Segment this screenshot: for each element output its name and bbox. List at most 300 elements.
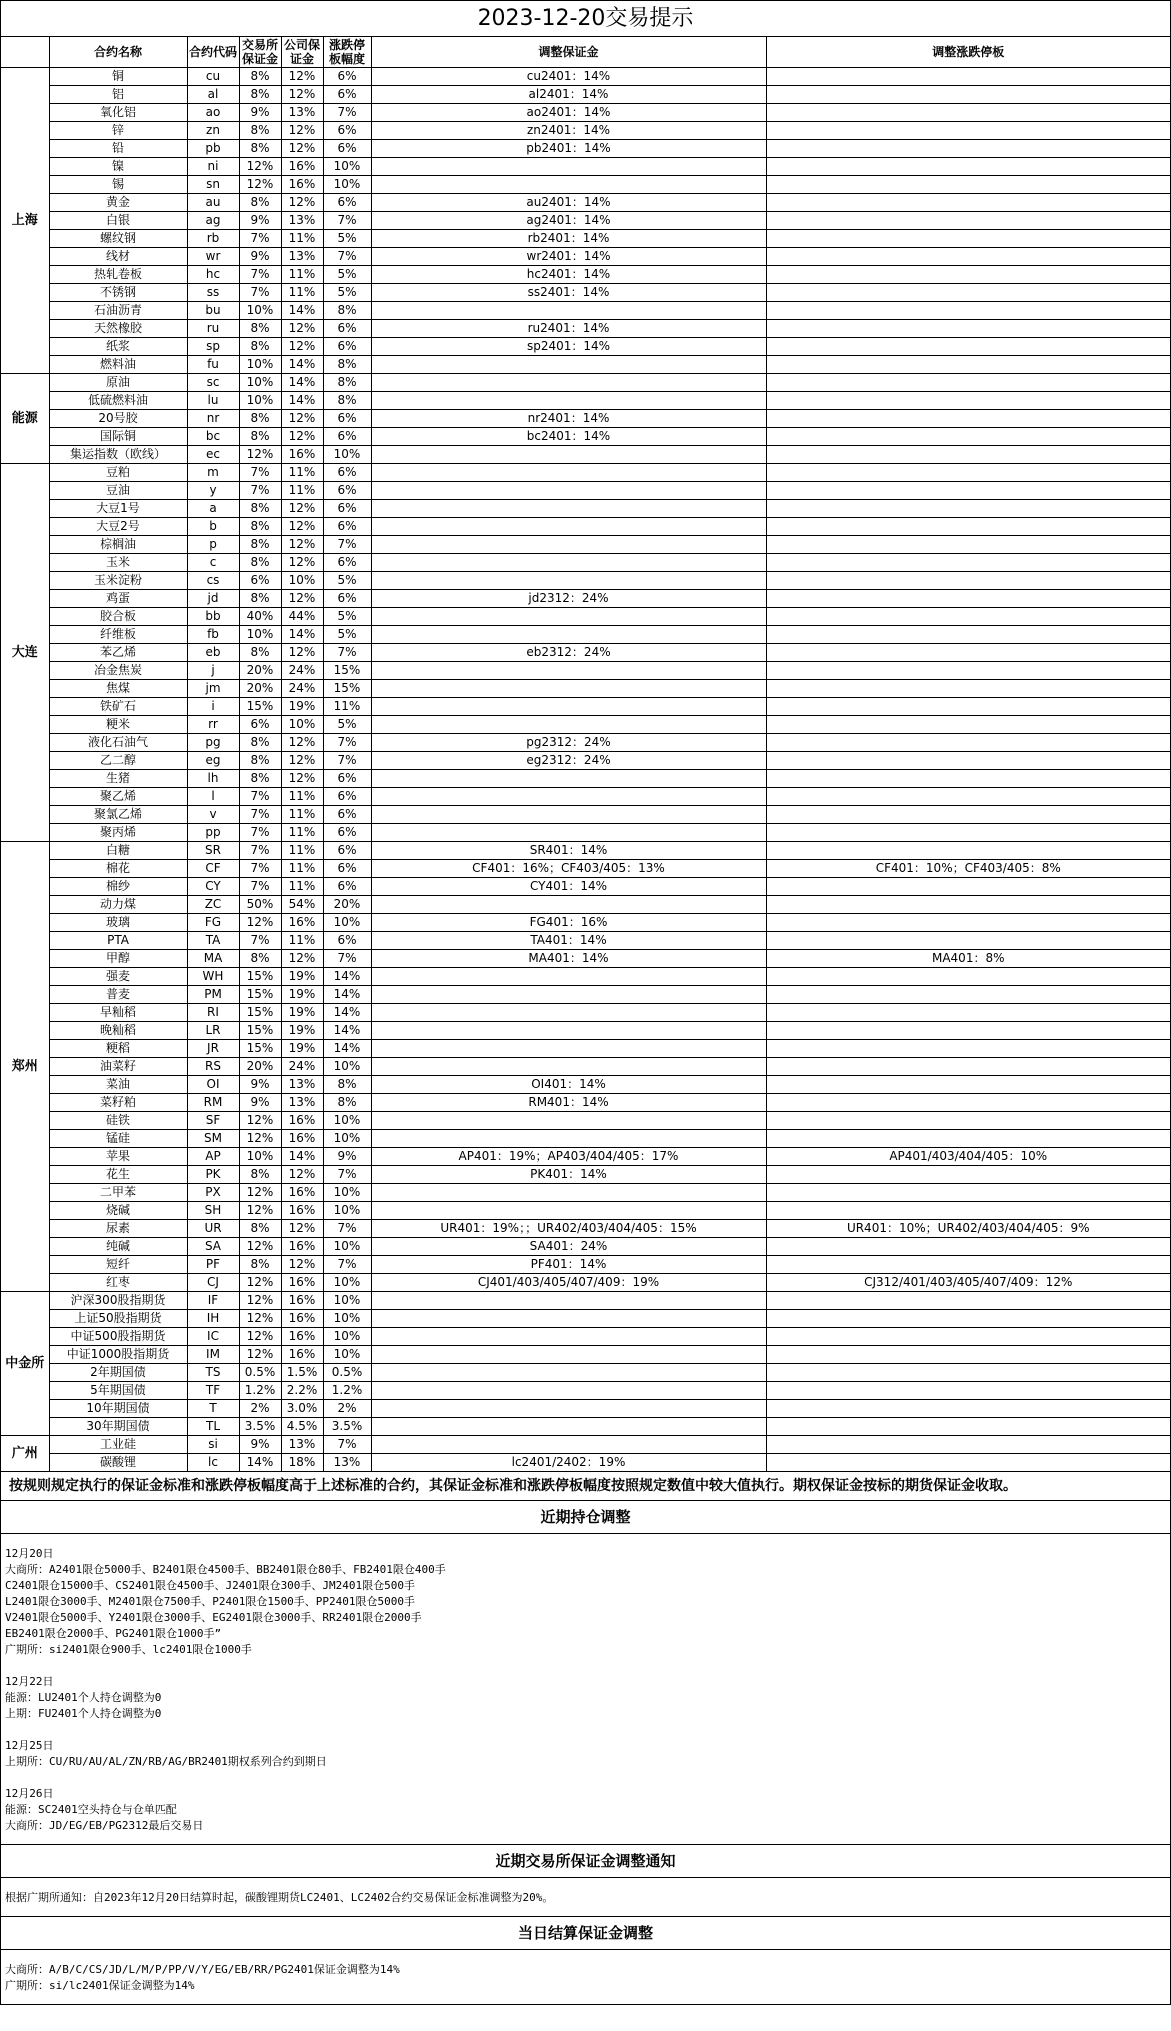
limit-range: 6%	[323, 824, 371, 842]
contract-name: 玻璃	[49, 914, 187, 932]
contract-name: 棉纱	[49, 878, 187, 896]
adjust-limit	[766, 1238, 1170, 1256]
exchange-margin: 8%	[239, 68, 281, 86]
limit-range: 10%	[323, 1184, 371, 1202]
contract-code: RS	[187, 1058, 239, 1076]
company-margin: 10%	[281, 572, 323, 590]
company-margin: 16%	[281, 1202, 323, 1220]
contract-name: 玉米淀粉	[49, 572, 187, 590]
adjust-limit: CJ312/401/403/405/407/409：12%	[766, 1274, 1170, 1292]
adjust-limit	[766, 482, 1170, 500]
contract-code: PF	[187, 1256, 239, 1274]
contract-code: LR	[187, 1022, 239, 1040]
text-line: 12月25日	[5, 1739, 54, 1752]
adjust-margin: OI401：14%	[371, 1076, 766, 1094]
exchange-margin: 10%	[239, 302, 281, 320]
adjust-limit	[766, 1004, 1170, 1022]
contract-name: 普麦	[49, 986, 187, 1004]
contract-code: T	[187, 1400, 239, 1418]
exchange-margin: 12%	[239, 446, 281, 464]
exchange-margin: 8%	[239, 1166, 281, 1184]
contract-code: ec	[187, 446, 239, 464]
limit-range: 6%	[323, 86, 371, 104]
text-line: 广期所：si2401限仓900手、lc2401限仓1000手	[5, 1643, 252, 1656]
company-margin: 14%	[281, 1148, 323, 1166]
adjust-limit	[766, 176, 1170, 194]
contract-code: SF	[187, 1112, 239, 1130]
adjust-limit	[766, 104, 1170, 122]
adjust-margin: ss2401：14%	[371, 284, 766, 302]
table-row	[1, 1274, 1170, 1292]
contract-name: 早籼稻	[49, 1004, 187, 1022]
company-margin: 12%	[281, 554, 323, 572]
exchange-margin: 20%	[239, 680, 281, 698]
table-row	[1, 1364, 1170, 1382]
table-row	[1, 338, 1170, 356]
table-row	[1, 914, 1170, 932]
adjust-margin: al2401：14%	[371, 86, 766, 104]
adjust-margin	[371, 1418, 766, 1436]
limit-range: 20%	[323, 896, 371, 914]
contract-code: bu	[187, 302, 239, 320]
company-margin: 11%	[281, 806, 323, 824]
table-row	[1, 1112, 1170, 1130]
company-margin: 14%	[281, 374, 323, 392]
table-row	[1, 626, 1170, 644]
table-row	[1, 1436, 1170, 1454]
exchange-margin: 12%	[239, 1310, 281, 1328]
contract-name: 鸡蛋	[49, 590, 187, 608]
contract-code: TA	[187, 932, 239, 950]
company-margin: 16%	[281, 1292, 323, 1310]
adjust-margin	[371, 1292, 766, 1310]
table-row	[1, 230, 1170, 248]
adjust-margin	[371, 1382, 766, 1400]
exchange-margin: 50%	[239, 896, 281, 914]
contract-code: ss	[187, 284, 239, 302]
limit-range: 10%	[323, 1130, 371, 1148]
contract-name: 5年期国债	[49, 1382, 187, 1400]
region-label: 大连	[1, 464, 49, 842]
contract-name: 短纤	[49, 1256, 187, 1274]
contract-code: IF	[187, 1292, 239, 1310]
table-row	[1, 770, 1170, 788]
company-margin: 13%	[281, 212, 323, 230]
contract-name: 豆粕	[49, 464, 187, 482]
text-line: 大商所：JD/EG/EB/PG2312最后交易日	[5, 1819, 204, 1832]
region-label: 郑州	[1, 842, 49, 1292]
exchange-margin: 9%	[239, 1436, 281, 1454]
adjust-margin: nr2401：14%	[371, 410, 766, 428]
adjust-margin	[371, 176, 766, 194]
company-margin: 12%	[281, 1220, 323, 1238]
company-margin: 12%	[281, 1256, 323, 1274]
exchange-margin: 12%	[239, 1130, 281, 1148]
limit-range: 7%	[323, 734, 371, 752]
company-margin: 12%	[281, 194, 323, 212]
table-row	[1, 482, 1170, 500]
limit-range: 14%	[323, 968, 371, 986]
limit-range: 7%	[323, 536, 371, 554]
adjust-margin	[371, 158, 766, 176]
contract-code: eg	[187, 752, 239, 770]
contract-code: sn	[187, 176, 239, 194]
contract-code: MA	[187, 950, 239, 968]
contract-code: SM	[187, 1130, 239, 1148]
contract-name: 锰硅	[49, 1130, 187, 1148]
table-row	[1, 806, 1170, 824]
limit-range: 10%	[323, 1292, 371, 1310]
contract-name: 纤维板	[49, 626, 187, 644]
table-row	[1, 1310, 1170, 1328]
company-margin: 11%	[281, 482, 323, 500]
company-margin: 14%	[281, 356, 323, 374]
contract-name: 螺纹钢	[49, 230, 187, 248]
adjust-margin	[371, 1310, 766, 1328]
contract-name: 碳酸锂	[49, 1454, 187, 1472]
exchange-margin: 8%	[239, 734, 281, 752]
limit-range: 8%	[323, 1094, 371, 1112]
table-body	[1, 68, 1170, 1472]
limit-range: 10%	[323, 158, 371, 176]
exchange-margin: 8%	[239, 86, 281, 104]
adjust-limit	[766, 392, 1170, 410]
adjust-margin: RM401：14%	[371, 1094, 766, 1112]
adjust-margin: MA401：14%	[371, 950, 766, 968]
limit-range: 10%	[323, 1058, 371, 1076]
contract-name: 苹果	[49, 1148, 187, 1166]
company-margin: 24%	[281, 1058, 323, 1076]
text-line: V2401限仓5000手、Y2401限仓3000手、EG2401限仓3000手、RR2401限仓2000手	[5, 1611, 422, 1624]
table-row	[1, 1076, 1170, 1094]
contract-name: 聚乙烯	[49, 788, 187, 806]
table-row	[1, 122, 1170, 140]
adjust-limit	[766, 500, 1170, 518]
table-row	[1, 428, 1170, 446]
adjust-limit	[766, 698, 1170, 716]
adjust-margin	[371, 1202, 766, 1220]
limit-range: 14%	[323, 1004, 371, 1022]
company-margin: 19%	[281, 986, 323, 1004]
table-row	[1, 140, 1170, 158]
adjust-limit	[766, 1418, 1170, 1436]
exchange-margin: 12%	[239, 1202, 281, 1220]
company-margin: 12%	[281, 752, 323, 770]
company-margin: 13%	[281, 1076, 323, 1094]
contract-code: ru	[187, 320, 239, 338]
exchange-margin: 15%	[239, 1022, 281, 1040]
exchange-margin: 12%	[239, 1274, 281, 1292]
adjust-limit	[766, 806, 1170, 824]
company-margin: 54%	[281, 896, 323, 914]
limit-range: 2%	[323, 1400, 371, 1418]
adjust-limit	[766, 302, 1170, 320]
contract-name: 棕榈油	[49, 536, 187, 554]
company-margin: 13%	[281, 1094, 323, 1112]
table-row	[1, 986, 1170, 1004]
exchange-margin: 7%	[239, 284, 281, 302]
adjust-limit	[766, 230, 1170, 248]
table-row	[1, 392, 1170, 410]
adjust-margin: CY401：14%	[371, 878, 766, 896]
company-margin: 16%	[281, 1112, 323, 1130]
adjust-margin	[371, 536, 766, 554]
adjust-limit	[766, 896, 1170, 914]
adjust-limit	[766, 1112, 1170, 1130]
position-title: 近期持仓调整	[1, 1501, 1170, 1534]
adjust-limit	[766, 1094, 1170, 1112]
adjust-margin: PK401：14%	[371, 1166, 766, 1184]
contract-name: 线材	[49, 248, 187, 266]
company-margin: 19%	[281, 1004, 323, 1022]
contract-code: p	[187, 536, 239, 554]
contract-name: 油菜籽	[49, 1058, 187, 1076]
company-margin: 16%	[281, 1346, 323, 1364]
adjust-margin	[371, 518, 766, 536]
text-line: 12月26日	[5, 1787, 54, 1800]
adjust-limit	[766, 536, 1170, 554]
contract-name: 镍	[49, 158, 187, 176]
company-margin: 13%	[281, 248, 323, 266]
table-row	[1, 194, 1170, 212]
limit-range: 9%	[323, 1148, 371, 1166]
limit-range: 7%	[323, 1220, 371, 1238]
limit-range: 6%	[323, 878, 371, 896]
limit-range: 3.5%	[323, 1418, 371, 1436]
adjust-limit	[766, 122, 1170, 140]
contract-code: CY	[187, 878, 239, 896]
adjust-limit	[766, 284, 1170, 302]
adjust-limit	[766, 338, 1170, 356]
contract-name: 铅	[49, 140, 187, 158]
contract-code: TF	[187, 1382, 239, 1400]
adjust-limit	[766, 266, 1170, 284]
company-margin: 12%	[281, 320, 323, 338]
limit-range: 13%	[323, 1454, 371, 1472]
limit-range: 5%	[323, 284, 371, 302]
adjust-margin	[371, 698, 766, 716]
exchange-margin: 12%	[239, 1184, 281, 1202]
rule-note: 按规则规定执行的保证金标准和涨跌停板幅度高于上述标准的合约，其保证金标准和涨跌停板幅度按照规定数值中较大值执行。期权保证金按标的期货保证金收取。	[1, 1472, 1170, 1501]
adjust-limit	[766, 680, 1170, 698]
company-margin: 11%	[281, 824, 323, 842]
exchange-margin: 10%	[239, 374, 281, 392]
contract-name: 花生	[49, 1166, 187, 1184]
text-line: 能源：LU2401个人持仓调整为0	[5, 1691, 162, 1704]
contract-name: 低硫燃料油	[49, 392, 187, 410]
exchange-margin: 15%	[239, 698, 281, 716]
company-margin: 11%	[281, 266, 323, 284]
company-margin: 11%	[281, 842, 323, 860]
contract-name: 天然橡胶	[49, 320, 187, 338]
adjust-margin	[371, 626, 766, 644]
limit-range: 7%	[323, 212, 371, 230]
contract-code: SA	[187, 1238, 239, 1256]
contract-name: 铁矿石	[49, 698, 187, 716]
exchange-margin: 12%	[239, 1292, 281, 1310]
contract-code: fb	[187, 626, 239, 644]
company-margin: 11%	[281, 878, 323, 896]
exchange-margin: 8%	[239, 122, 281, 140]
adjust-limit	[766, 212, 1170, 230]
company-margin: 19%	[281, 968, 323, 986]
adjust-limit	[766, 1310, 1170, 1328]
limit-range: 7%	[323, 248, 371, 266]
company-margin: 12%	[281, 500, 323, 518]
company-margin: 16%	[281, 914, 323, 932]
adjust-limit	[766, 1058, 1170, 1076]
settlement-body	[1, 1950, 1170, 2005]
contract-code: UR	[187, 1220, 239, 1238]
exchange-margin: 7%	[239, 806, 281, 824]
exchange-margin: 8%	[239, 428, 281, 446]
contract-code: eb	[187, 644, 239, 662]
company-margin: 12%	[281, 410, 323, 428]
adjust-limit	[766, 572, 1170, 590]
contract-name: 上证50股指期货	[49, 1310, 187, 1328]
exchange-margin: 9%	[239, 104, 281, 122]
contract-code: sp	[187, 338, 239, 356]
contract-code: TL	[187, 1418, 239, 1436]
table-row	[1, 410, 1170, 428]
contract-code: CF	[187, 860, 239, 878]
adjust-margin: cu2401：14%	[371, 68, 766, 86]
company-margin: 2.2%	[281, 1382, 323, 1400]
contract-code: PM	[187, 986, 239, 1004]
table-row	[1, 1346, 1170, 1364]
table-row	[1, 1292, 1170, 1310]
contract-name: 纸浆	[49, 338, 187, 356]
exchange-margin: 15%	[239, 968, 281, 986]
limit-range: 6%	[323, 464, 371, 482]
contract-name: 苯乙烯	[49, 644, 187, 662]
adjust-margin: eg2312：24%	[371, 752, 766, 770]
limit-range: 10%	[323, 1310, 371, 1328]
limit-range: 6%	[323, 590, 371, 608]
text-line: C2401限仓15000手、CS2401限仓4500手、J2401限仓300手、JM2401限仓500手	[5, 1579, 416, 1592]
limit-range: 7%	[323, 1166, 371, 1184]
adjust-margin: sp2401：14%	[371, 338, 766, 356]
adjust-margin	[371, 572, 766, 590]
limit-range: 5%	[323, 608, 371, 626]
contract-name: 液化石油气	[49, 734, 187, 752]
text-line: 上期：FU2401个人持仓调整为0	[5, 1707, 162, 1720]
company-margin: 1.5%	[281, 1364, 323, 1382]
exchange-margin: 20%	[239, 1058, 281, 1076]
contract-code: l	[187, 788, 239, 806]
contract-code: FG	[187, 914, 239, 932]
exchange-margin: 7%	[239, 464, 281, 482]
contract-code: PX	[187, 1184, 239, 1202]
contract-name: 大豆2号	[49, 518, 187, 536]
table-row	[1, 554, 1170, 572]
contract-code: cu	[187, 68, 239, 86]
limit-range: 8%	[323, 392, 371, 410]
exchange-margin: 9%	[239, 212, 281, 230]
contract-code: IC	[187, 1328, 239, 1346]
company-margin: 11%	[281, 464, 323, 482]
exchange-margin: 7%	[239, 824, 281, 842]
position-body	[1, 1534, 1170, 1845]
adjust-margin	[371, 1400, 766, 1418]
adjust-limit	[766, 770, 1170, 788]
adjust-limit	[766, 878, 1170, 896]
exchange-margin: 10%	[239, 626, 281, 644]
exchange-margin: 3.5%	[239, 1418, 281, 1436]
limit-range: 14%	[323, 1040, 371, 1058]
adjust-limit	[766, 716, 1170, 734]
adjust-margin	[371, 1040, 766, 1058]
adjust-limit	[766, 1022, 1170, 1040]
exchange-margin: 12%	[239, 914, 281, 932]
table-row	[1, 1220, 1170, 1238]
limit-range: 6%	[323, 500, 371, 518]
contract-name: 黄金	[49, 194, 187, 212]
contract-code: cs	[187, 572, 239, 590]
exchange-margin: 14%	[239, 1454, 281, 1472]
limit-range: 10%	[323, 1346, 371, 1364]
text-line: 12月20日	[5, 1547, 54, 1560]
adjust-limit	[766, 1184, 1170, 1202]
company-margin: 18%	[281, 1454, 323, 1472]
company-margin: 16%	[281, 1310, 323, 1328]
adjust-limit: AP401/403/404/405：10%	[766, 1148, 1170, 1166]
adjust-limit	[766, 1346, 1170, 1364]
limit-range: 7%	[323, 1436, 371, 1454]
exchange-margin: 7%	[239, 932, 281, 950]
limit-range: 6%	[323, 338, 371, 356]
contract-code: ao	[187, 104, 239, 122]
company-margin: 12%	[281, 518, 323, 536]
contract-name: PTA	[49, 932, 187, 950]
contract-name: 铜	[49, 68, 187, 86]
table-row	[1, 878, 1170, 896]
exchange-margin: 8%	[239, 644, 281, 662]
table-row	[1, 536, 1170, 554]
limit-range: 1.2%	[323, 1382, 371, 1400]
limit-range: 6%	[323, 788, 371, 806]
table-row	[1, 860, 1170, 878]
contract-name: 集运指数（欧线）	[49, 446, 187, 464]
contract-name: 燃料油	[49, 356, 187, 374]
table-row	[1, 374, 1170, 392]
exchange-margin: 8%	[239, 1256, 281, 1274]
contract-code: JR	[187, 1040, 239, 1058]
limit-range: 14%	[323, 1022, 371, 1040]
exchange-margin: 9%	[239, 248, 281, 266]
contract-code: pb	[187, 140, 239, 158]
table-row	[1, 932, 1170, 950]
adjust-margin: pg2312：24%	[371, 734, 766, 752]
contract-code: RI	[187, 1004, 239, 1022]
limit-range: 6%	[323, 842, 371, 860]
contract-name: 豆油	[49, 482, 187, 500]
adjust-limit	[766, 1130, 1170, 1148]
table-row	[1, 1166, 1170, 1184]
adjust-limit	[766, 554, 1170, 572]
exchange-margin: 6%	[239, 572, 281, 590]
adjust-margin	[371, 1022, 766, 1040]
limit-range: 10%	[323, 1238, 371, 1256]
table-row	[1, 1238, 1170, 1256]
adjust-margin	[371, 1004, 766, 1022]
region-label: 能源	[1, 374, 49, 464]
adjust-margin: ru2401：14%	[371, 320, 766, 338]
adjust-margin	[371, 1436, 766, 1454]
exchange-margin: 8%	[239, 1220, 281, 1238]
adjust-margin: pb2401：14%	[371, 140, 766, 158]
contract-name: 粳米	[49, 716, 187, 734]
